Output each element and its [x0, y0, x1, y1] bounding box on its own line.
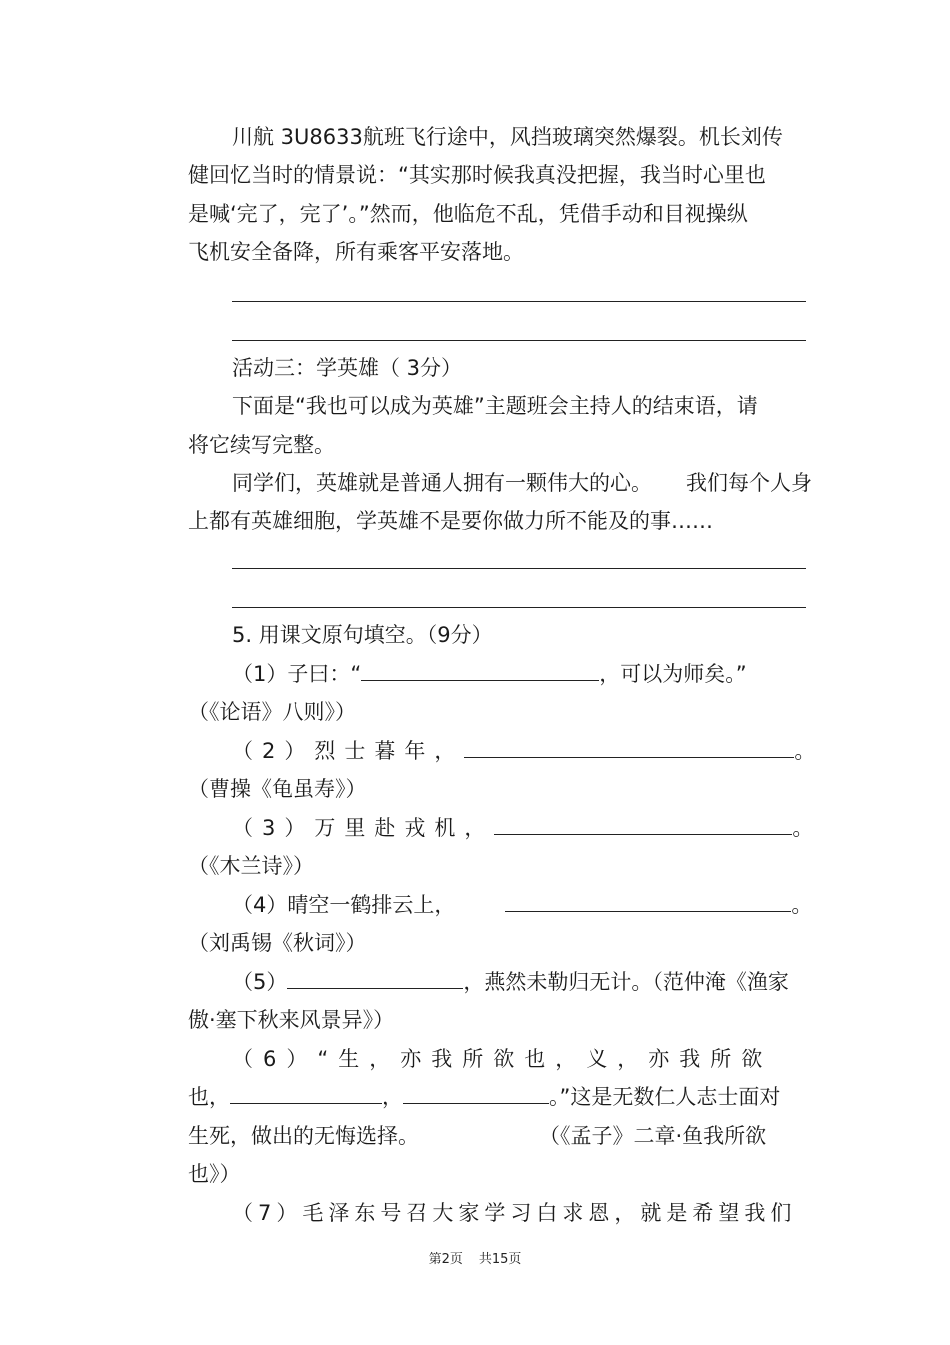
item-source: （曹操《龟虽寿》）	[188, 777, 367, 801]
item-text: ，燕然未勒归无计。（范仲淹《渔家	[463, 970, 789, 994]
fill-blank[interactable]	[505, 891, 791, 912]
answer-line[interactable]	[232, 607, 806, 608]
fill-item-2	[232, 737, 824, 765]
item-text: （1）子曰：“	[232, 662, 362, 686]
fill-item-4	[232, 891, 812, 919]
item-source: 也》）	[188, 1162, 241, 1186]
item-text: （2）烈士暮年，	[232, 739, 465, 763]
item-source: （《木兰诗》）	[188, 854, 314, 878]
fill-blank[interactable]	[464, 737, 794, 758]
passage-line: 是喊‘完了，完了’。”然而，他临危不乱，凭借手动和目视操纵	[188, 202, 748, 226]
page-number: 第2页	[428, 1252, 463, 1267]
fill-item-6-cont	[188, 1083, 780, 1111]
activity-title: 活动三：学英雄（ 3分）	[232, 356, 463, 380]
fill-blank[interactable]	[403, 1083, 549, 1104]
fill-item-3	[232, 814, 822, 842]
fill-blank[interactable]	[361, 660, 599, 681]
page-total: 共15页	[478, 1252, 522, 1267]
answer-line[interactable]	[232, 568, 806, 569]
item-source: （《孟子》二章·鱼我所欲	[539, 1124, 767, 1148]
item-text: （3）万里赴戎机，	[232, 816, 495, 840]
item-text: 。	[792, 816, 823, 840]
question-title: 5. 用课文原句填空。（9分）	[232, 623, 493, 647]
fill-item-7: （7）毛泽东号召大家学习白求恩，就是希望我们	[232, 1201, 797, 1225]
activity-text-a: 同学们，英雄就是普通人拥有一颗伟大的心。	[232, 471, 652, 495]
activity-text	[232, 469, 812, 497]
passage-line: 健回忆当时的情景说：“其实那时候我真没把握，我当时心里也	[188, 163, 766, 187]
item-text: 生死，做出的无悔选择。	[188, 1124, 419, 1148]
passage-line: 川航 3U8633航班飞行途中，风挡玻璃突然爆裂。机长刘传	[232, 125, 783, 149]
item-text: 也，	[188, 1085, 230, 1109]
fill-blank[interactable]	[230, 1083, 382, 1104]
fill-item-6-cont	[188, 1122, 766, 1150]
page-footer	[0, 1248, 950, 1267]
item-text: ，	[382, 1085, 403, 1109]
passage-line: 飞机安全备降，所有乘客平安落地。	[188, 240, 524, 264]
item-text: 。	[791, 893, 813, 917]
item-text: （5）	[232, 970, 288, 994]
activity-text-b: 我们每个人身	[686, 471, 812, 495]
item-source: （《论语》八则》）	[188, 700, 356, 724]
answer-line[interactable]	[232, 340, 806, 341]
fill-item-6: （6）“生，亦我所欲也，义，亦我所欲	[232, 1047, 773, 1071]
fill-item-5	[232, 968, 789, 996]
activity-prompt: 下面是“我也可以成为英雄”主题班会主持人的结束语，请	[232, 394, 758, 418]
fill-item-1	[232, 660, 747, 688]
activity-text: 上都有英雄细胞，学英雄不是要你做力所不能及的事……	[188, 509, 713, 533]
item-text: （4）晴空一鹤排云上，	[232, 893, 456, 917]
activity-prompt: 将它续写完整。	[188, 433, 335, 457]
item-text: 。	[794, 739, 825, 763]
item-text: ，可以为师矣。”	[599, 662, 747, 686]
item-source: （刘禹锡《秋词》）	[188, 931, 367, 955]
answer-line[interactable]	[232, 301, 806, 302]
item-text: 。”这是无数仁人志士面对	[549, 1085, 781, 1109]
fill-blank[interactable]	[287, 968, 463, 989]
fill-blank[interactable]	[494, 814, 792, 835]
item-text: 傲·塞下秋来风景异》）	[188, 1008, 395, 1032]
